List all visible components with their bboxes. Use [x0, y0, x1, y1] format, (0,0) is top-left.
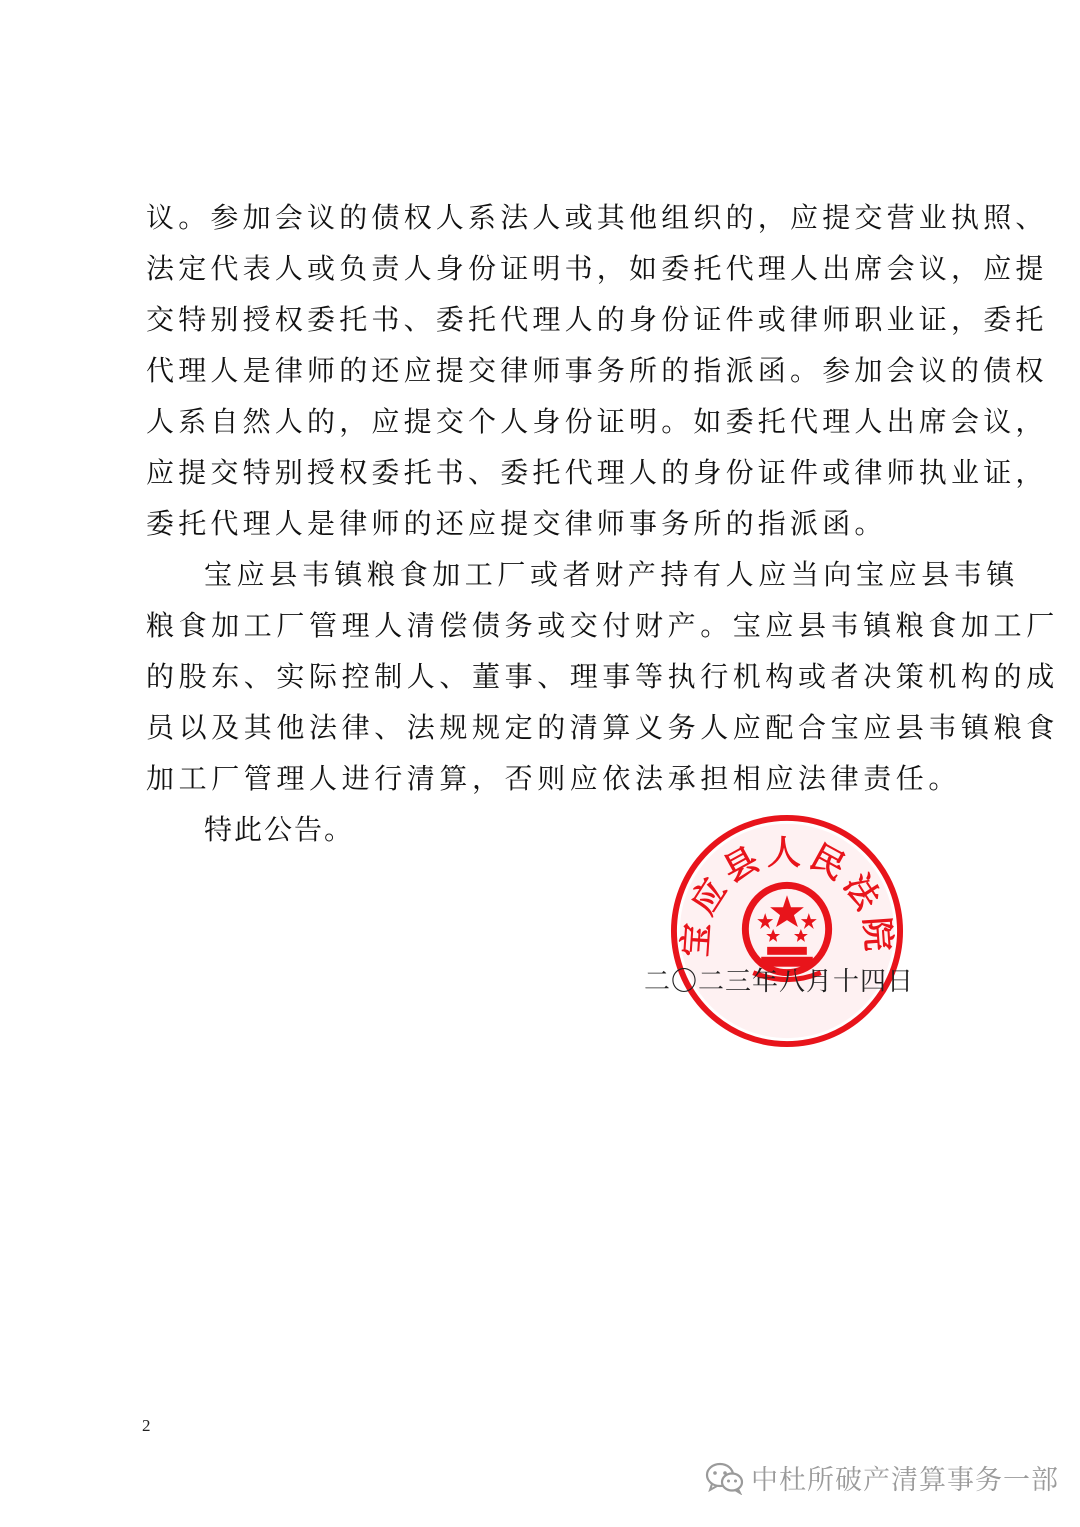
text-line: 加工厂管理人进行清算，否则应依法承担相应法律责任。 [146, 762, 962, 795]
document-date: 二〇二三年八月十四日 [644, 967, 915, 997]
page-number: 2 [142, 1416, 151, 1435]
court-seal [668, 812, 906, 1050]
closing-statement: 特此公告。 [204, 813, 355, 846]
text-line: 员以及其他法律、法规规定的清算义务人应配合宝应县韦镇粮食 [146, 711, 1059, 744]
seal-text: 宝应县人民法院 [675, 832, 899, 959]
paragraph-debtor-obligations [146, 549, 1059, 804]
text-line: 代理人是律师的还应提交律师事务所的指派函。参加会议的债权 [146, 354, 1048, 387]
document-body [146, 192, 1059, 855]
text-line: 的股东、实际控制人、董事、理事等执行机构或者决策机构的成 [146, 660, 1059, 693]
text-line: 交特别授权委托书、委托代理人的身份证件或律师职业证，委托 [146, 303, 1048, 336]
wechat-icon [705, 1461, 745, 1495]
watermark-text: 中杜所破产清算事务一部 [751, 1465, 1059, 1496]
text-line: 宝应县韦镇粮食加工厂或者财产持有人应当向宝应县韦镇 [204, 558, 1020, 591]
text-line: 委托代理人是律师的还应提交律师事务所的指派函。 [146, 507, 887, 540]
watermark [705, 1458, 1059, 1497]
paragraph-meeting-requirements [146, 192, 1048, 549]
text-line: 法定代表人或负责人身份证明书，如委托代理人出席会议，应提 [146, 252, 1048, 285]
text-line: 粮食加工厂管理人清偿债务或交付财产。宝应县韦镇粮食加工厂 [146, 609, 1059, 642]
text-line: 人系自然人的，应提交个人身份证明。如委托代理人出席会议， [146, 405, 1048, 438]
text-line: 应提交特别授权委托书、委托代理人的身份证件或律师执业证， [146, 456, 1048, 489]
text-line: 议。参加会议的债权人系法人或其他组织的，应提交营业执照、 [146, 201, 1048, 234]
